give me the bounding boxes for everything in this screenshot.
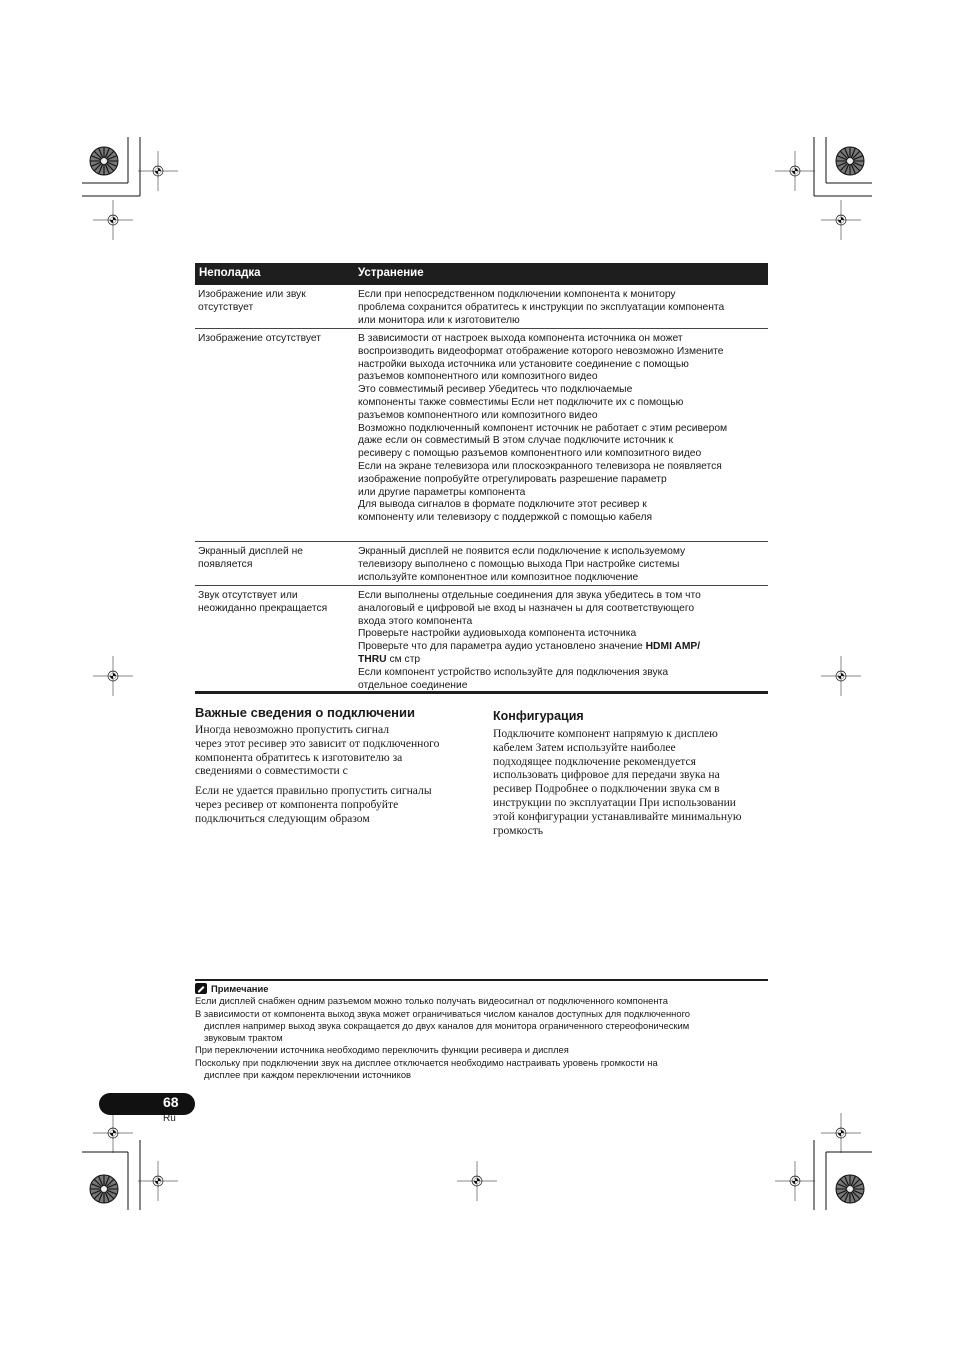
table-row bbox=[195, 542, 768, 586]
section-title-configuration: Конфигурация bbox=[493, 709, 584, 723]
page-language: Ru bbox=[163, 1113, 176, 1124]
table-header bbox=[195, 263, 768, 285]
table-row bbox=[195, 329, 768, 542]
connection-paragraph-2: Если не удается правильно пропустить сигналы через ресивер от компонента попробуйте подключиться следующим образом bbox=[195, 784, 432, 825]
header-problem: Неполадка bbox=[199, 267, 261, 279]
solution-cell: Экранный дисплей не появится если подключение к используемому телевизору выполнено с помощью выхода При настройке системы используйте компонентное или композитное подключение bbox=[358, 546, 686, 583]
connection-paragraph-1: Иногда невозможно пропустить сигнал через этот ресивер это зависит от подключенного компонента обратитесь к изготовителю за сведениями о совместимости с bbox=[195, 723, 440, 778]
problem-cell: Звук отсутствует или неожиданно прекращается bbox=[198, 590, 328, 614]
table-row bbox=[195, 586, 768, 691]
header-solution: Устранение bbox=[358, 267, 424, 279]
solution-cell: Если выполнены отдельные соединения для звука убедитесь в том что аналоговый е цифровой ые вход ы назначен ы для соответствующего входа этого компонента Проверьте настройки аудиовыхода компонента источника Проверьте что для параметра аудио установлено значение HDMI AMP/ THRU см стр Если компонент устройство используйте для подключения звука отдельное соединение bbox=[358, 590, 701, 691]
note-rule bbox=[195, 979, 768, 981]
note-title: Примечание bbox=[211, 983, 269, 994]
section-title-connection: Важные сведения о подключении bbox=[195, 705, 416, 720]
bold-setting-value: HDMI AMP/ bbox=[645, 641, 701, 653]
solution-cell: В зависимости от настроек выхода компонента источника он может воспроизводить видеоформат отображение которого невозможно Измените настройки выхода источника или установите соединение с помощью разъемов компонентного или композитного видео Это совместимый ресивер Убедитесь что подключаемые компоненты также совместимы Если нет подключите их с помощью разъемов компонентного или композитного видео Возможно подключенный компонент источник не работает с этим ресивером даже если он совместимый В этом случае подключите источник к ресиверу с помощью разъемов компонентного или композитного видео Если на экране телевизора или плоскоэкранного телевизора не появляется изображение попробуйте отрегулировать разрешение параметр или другие параметры компонента Для вывода сигналов в формате подключите этот ресивер к компоненту или телевизору с поддержкой с помощью кабеля bbox=[358, 333, 728, 524]
table-row bbox=[195, 285, 768, 329]
problem-cell: Экранный дисплей не появляется bbox=[198, 546, 303, 570]
problem-cell: Изображение или звук отсутствует bbox=[198, 289, 306, 313]
note-pencil-icon bbox=[195, 983, 207, 994]
note-block: Примечание Если дисплей снабжен одним разъемом можно только получать видеосигнал от подключенного компонента В зависимости от компонента выход звука может ограничиваться числом каналов доступных для подключенного дисплея например выход звука сокращается до двух каналов для монитора ограниченного стереофоническим звуковым трактом При переключении источника необходимо переключить функции ресивера и дисплея Поскольку при подключении звук на дисплее отключается необходимо настраивать уровень громкости на дисплее при каждом переключении источников bbox=[195, 983, 691, 1081]
bold-setting-value: THRU bbox=[358, 653, 387, 665]
configuration-paragraph: Подключите компонент напрямую к дисплею кабелем Затем используйте наиболее подходящее подключение рекомендуется использовать цифровое для передачи звука на ресивер Подробнее о подключении звука см в инструкции по эксплуатации При использовании этой конфигурации устанавливайте минимальную громкость bbox=[493, 727, 742, 837]
troubleshooting-table bbox=[195, 263, 768, 694]
problem-cell: Изображение отсутствует bbox=[198, 333, 321, 344]
solution-cell: Если при непосредственном подключении компонента к монитору проблема сохранится обратитесь к инструкции по эксплуатации компонента или монитора или к изготовителю bbox=[358, 289, 725, 326]
page-number-badge bbox=[99, 1093, 195, 1115]
page-number: 68 bbox=[163, 1094, 179, 1110]
